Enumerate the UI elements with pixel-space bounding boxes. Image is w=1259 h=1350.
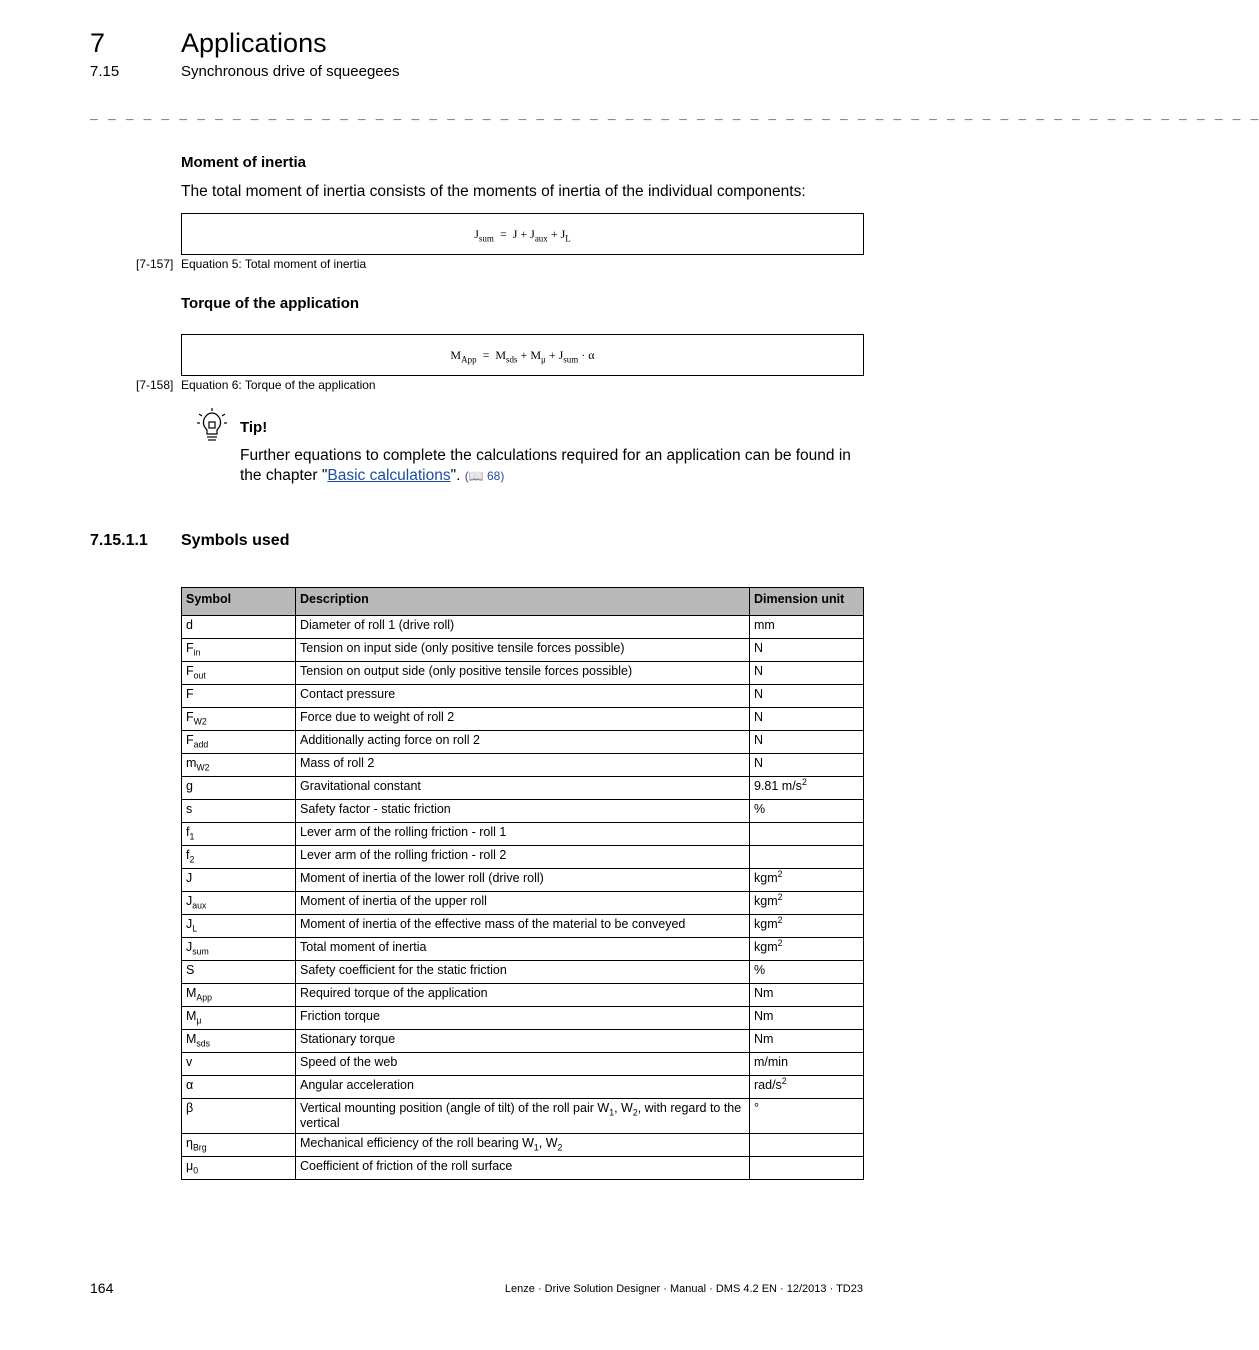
separator-line: _ _ _ _ _ _ _ _ _ _ _ _ _ _ _ _ _ _ _ _ _ _ _ _ _ _ _ _ _ _ _ _ _ _ _ _ _ _ _ _ _ _ _ _ _ _ _ _ _ _ _ _ _ _ _ _ _ _ _ _ _ _ _ _ _ _ xyxy=(90,106,1259,121)
moment-heading: Moment of inertia xyxy=(181,154,307,171)
symbol-cell: J xyxy=(182,869,296,892)
table-row xyxy=(182,823,864,846)
unit-cell: N xyxy=(750,731,864,754)
description-cell: Safety coefficient for the static friction xyxy=(296,961,750,984)
unit-cell xyxy=(750,1157,864,1180)
chapter-title: Applications xyxy=(181,28,327,58)
lightbulb-icon xyxy=(196,408,228,442)
symbol-cell: $M_{App}$ xyxy=(182,984,296,1007)
table-row xyxy=(182,708,864,731)
table-row xyxy=(182,1007,864,1030)
table-header-row xyxy=(182,588,864,616)
table-row xyxy=(182,662,864,685)
table-row xyxy=(182,915,864,938)
symbol-cell: $J_L$ xyxy=(182,915,296,938)
description-cell: Vertical mounting position (angle of tilt) of the roll pair $W_1$, $W_2$, with regard to the vertical xyxy=(296,1099,750,1134)
symbol-cell: $f_2$ xyxy=(182,846,296,869)
table-row xyxy=(182,1076,864,1099)
description-cell: Safety factor - static friction xyxy=(296,800,750,823)
symbol-cell: $\mu_0$ xyxy=(182,1157,296,1180)
symbol-cell: $F_{in}$ xyxy=(182,639,296,662)
description-cell: Mechanical efficiency of the roll bearing $W_1$, $W_2$ xyxy=(296,1134,750,1157)
symbol-cell: $m_{W2}$ xyxy=(182,754,296,777)
description-cell: Stationary torque xyxy=(296,1030,750,1053)
equation-caption: [7-157] Equation 5: Total moment of inertia xyxy=(136,257,367,271)
unit-cell: 9.81 $m/s^2$ xyxy=(750,777,864,800)
table-row xyxy=(182,1134,864,1157)
unit-cell xyxy=(750,846,864,869)
symbol-cell: $\eta_{Brg}$ xyxy=(182,1134,296,1157)
description-cell: Force due to weight of roll 2 xyxy=(296,708,750,731)
description-cell: Moment of inertia of the lower roll (drive roll) xyxy=(296,869,750,892)
equation-caption: [7-158] Equation 6: Torque of the application xyxy=(136,378,376,392)
torque-heading: Torque of the application xyxy=(181,295,360,312)
table-row xyxy=(182,1099,864,1134)
unit-cell: kgm$^2$ xyxy=(750,869,864,892)
description-cell: Moment of inertia of the effective mass of the material to be conveyed xyxy=(296,915,750,938)
unit-cell: Nm xyxy=(750,1030,864,1053)
description-cell: Total moment of inertia xyxy=(296,938,750,961)
tip-title: Tip! xyxy=(240,419,268,436)
unit-cell: N xyxy=(750,685,864,708)
symbol-cell: β xyxy=(182,1099,296,1134)
equation-total-moment: $J_{sum} = J + J_{aux} + J_L$ xyxy=(181,213,864,255)
description-cell: Lever arm of the rolling friction - roll 1 xyxy=(296,823,750,846)
table-row xyxy=(182,1053,864,1076)
unit-cell: m/min xyxy=(750,1053,864,1076)
unit-cell: rad/$s^2$ xyxy=(750,1076,864,1099)
symbol-cell: $J_{sum}$ xyxy=(182,938,296,961)
col-unit: Dimension unit xyxy=(750,588,864,616)
symbols-table xyxy=(181,587,864,1180)
section-title: Synchronous drive of squeegees xyxy=(181,63,400,80)
symbol-cell: $F_{W2}$ xyxy=(182,708,296,731)
symbol-cell: $M_{sds}$ xyxy=(182,1030,296,1053)
unit-cell xyxy=(750,1134,864,1157)
symbol-cell: d xyxy=(182,616,296,639)
symbol-cell: v xyxy=(182,1053,296,1076)
description-cell: Diameter of roll 1 (drive roll) xyxy=(296,616,750,639)
unit-cell xyxy=(750,823,864,846)
description-cell: Additionally acting force on roll 2 xyxy=(296,731,750,754)
moment-text: The total moment of inertia consists of the moments of inertia of the individual components: xyxy=(181,183,806,200)
unit-cell: % xyxy=(750,800,864,823)
table-row xyxy=(182,800,864,823)
symbol-cell: α xyxy=(182,1076,296,1099)
symbol-cell: $J_{aux}$ xyxy=(182,892,296,915)
unit-cell: kgm$^2$ xyxy=(750,938,864,961)
table-row xyxy=(182,1157,864,1180)
unit-cell: ° xyxy=(750,1099,864,1134)
unit-cell: mm xyxy=(750,616,864,639)
unit-cell: kgm$^2$ xyxy=(750,915,864,938)
unit-cell: Nm xyxy=(750,1007,864,1030)
unit-cell: N xyxy=(750,639,864,662)
description-cell: Tension on output side (only positive tensile forces possible) xyxy=(296,662,750,685)
description-cell: Coefficient of friction of the roll surface xyxy=(296,1157,750,1180)
table-row xyxy=(182,685,864,708)
symbol-cell: s xyxy=(182,800,296,823)
unit-cell: Nm xyxy=(750,984,864,1007)
table-row xyxy=(182,984,864,1007)
description-cell: Gravitational constant xyxy=(296,777,750,800)
unit-cell: N xyxy=(750,662,864,685)
symbol-cell: g xyxy=(182,777,296,800)
description-cell: Mass of roll 2 xyxy=(296,754,750,777)
description-cell: Friction torque xyxy=(296,1007,750,1030)
page-number: 164 xyxy=(90,1280,114,1296)
equation-torque: $M_{App} = M_{sds} + M_\mu + J_{sum} \cdot \alpha$ xyxy=(181,334,864,376)
description-cell: Tension on input side (only positive tensile forces possible) xyxy=(296,639,750,662)
symbol-cell: $M_\mu$ xyxy=(182,1007,296,1030)
basic-calculations-link[interactable]: Basic calculations xyxy=(327,467,451,484)
description-cell: Moment of inertia of the upper roll xyxy=(296,892,750,915)
subsection-title: Symbols used xyxy=(181,532,290,549)
tip-text: Further equations to complete the calculations required for an application can be found in the chapter "Basic calculations". (📖 68) xyxy=(240,447,851,484)
table-row xyxy=(182,938,864,961)
table-row xyxy=(182,846,864,869)
description-cell: Angular acceleration xyxy=(296,1076,750,1099)
page-reference[interactable]: (📖 68) xyxy=(464,469,505,483)
subsection-number: 7.15.1.1 xyxy=(90,532,148,549)
col-symbol: Symbol xyxy=(182,588,296,616)
table-row xyxy=(182,731,864,754)
table-row xyxy=(182,754,864,777)
symbol-cell: $F_{add}$ xyxy=(182,731,296,754)
unit-cell: % xyxy=(750,961,864,984)
table-row xyxy=(182,892,864,915)
section-number: 7.15 xyxy=(90,63,120,80)
unit-cell: N xyxy=(750,708,864,731)
description-cell: Speed of the web xyxy=(296,1053,750,1076)
table-row xyxy=(182,777,864,800)
col-description: Description xyxy=(296,588,750,616)
table-row xyxy=(182,616,864,639)
table-row xyxy=(182,869,864,892)
symbol-cell: S xyxy=(182,961,296,984)
description-cell: Contact pressure xyxy=(296,685,750,708)
description-cell: Lever arm of the rolling friction - roll 2 xyxy=(296,846,750,869)
symbol-cell: $f_1$ xyxy=(182,823,296,846)
description-cell: Required torque of the application xyxy=(296,984,750,1007)
footer-info: Lenze · Drive Solution Designer · Manual · DMS 4.2 EN · 12/2013 · TD23 xyxy=(504,1283,863,1295)
unit-cell: N xyxy=(750,754,864,777)
chapter-number: 7 xyxy=(90,28,106,58)
symbol-cell: F xyxy=(182,685,296,708)
unit-cell: kgm$^2$ xyxy=(750,892,864,915)
symbol-cell: $F_{out}$ xyxy=(182,662,296,685)
table-row xyxy=(182,639,864,662)
table-row xyxy=(182,1030,864,1053)
table-row xyxy=(182,961,864,984)
